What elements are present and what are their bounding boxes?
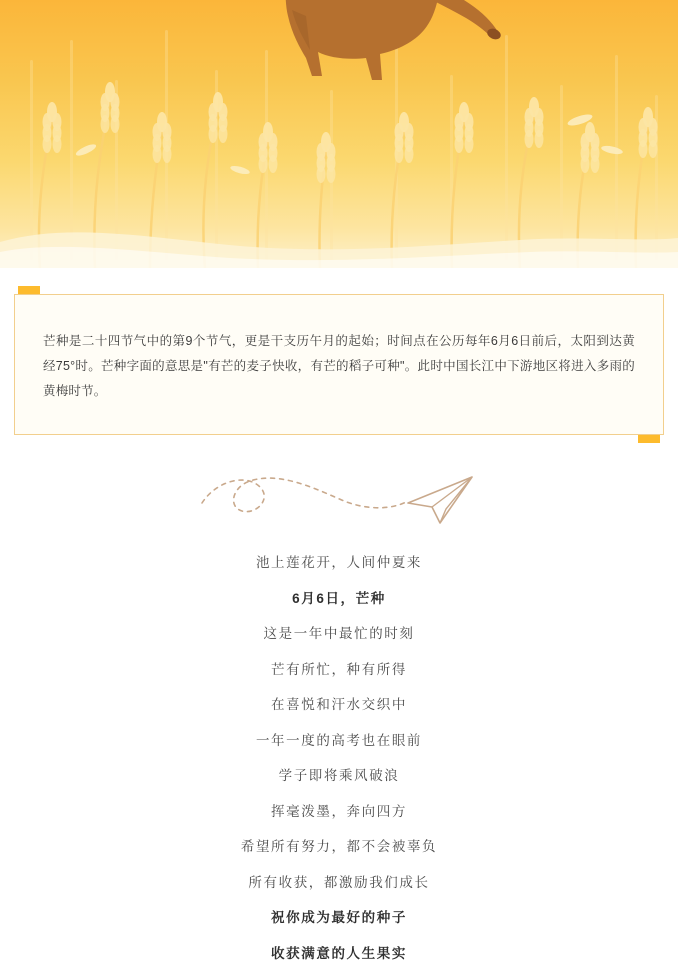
poem-line: 学子即将乘风破浪 xyxy=(0,758,678,794)
poem-line: 祝你成为最好的种子 xyxy=(0,900,678,936)
poem-line: 所有收获，都激励我们成长 xyxy=(0,865,678,901)
poem-line: 芒有所忙，种有所得 xyxy=(0,652,678,688)
poem-line: 池上莲花开，人间仲夏来 xyxy=(0,545,678,581)
intro-box xyxy=(14,294,664,435)
paper-plane-icon xyxy=(194,467,484,537)
poem-block xyxy=(0,545,678,971)
poem-line: 希望所有努力，都不会被辜负 xyxy=(0,829,678,865)
poem-line: 挥毫泼墨，奔向四方 xyxy=(0,794,678,830)
poem-line: 收获满意的人生果实 xyxy=(0,936,678,971)
intro-section xyxy=(14,294,664,435)
paper-plane-divider xyxy=(0,467,678,537)
poem-line: 在喜悦和汗水交织中 xyxy=(0,687,678,723)
hero-illustration xyxy=(0,0,678,268)
intro-paragraph: 芒种是二十四节气中的第9个节气，更是干支历午月的起始；时间点在公历每年6月6日前后，太阳到达黄经75°时。芒种字面的意思是"有芒的麦子快收，有芒的稻子可种"。此时中国长江中下游地区将进入多雨的黄梅时节。 xyxy=(43,329,635,404)
wheat-field-svg xyxy=(0,0,678,268)
poem-line: 一年一度的高考也在眼前 xyxy=(0,723,678,759)
poem-line: 这是一年中最忙的时刻 xyxy=(0,616,678,652)
poem-line: 6月6日，芒种 xyxy=(0,581,678,617)
